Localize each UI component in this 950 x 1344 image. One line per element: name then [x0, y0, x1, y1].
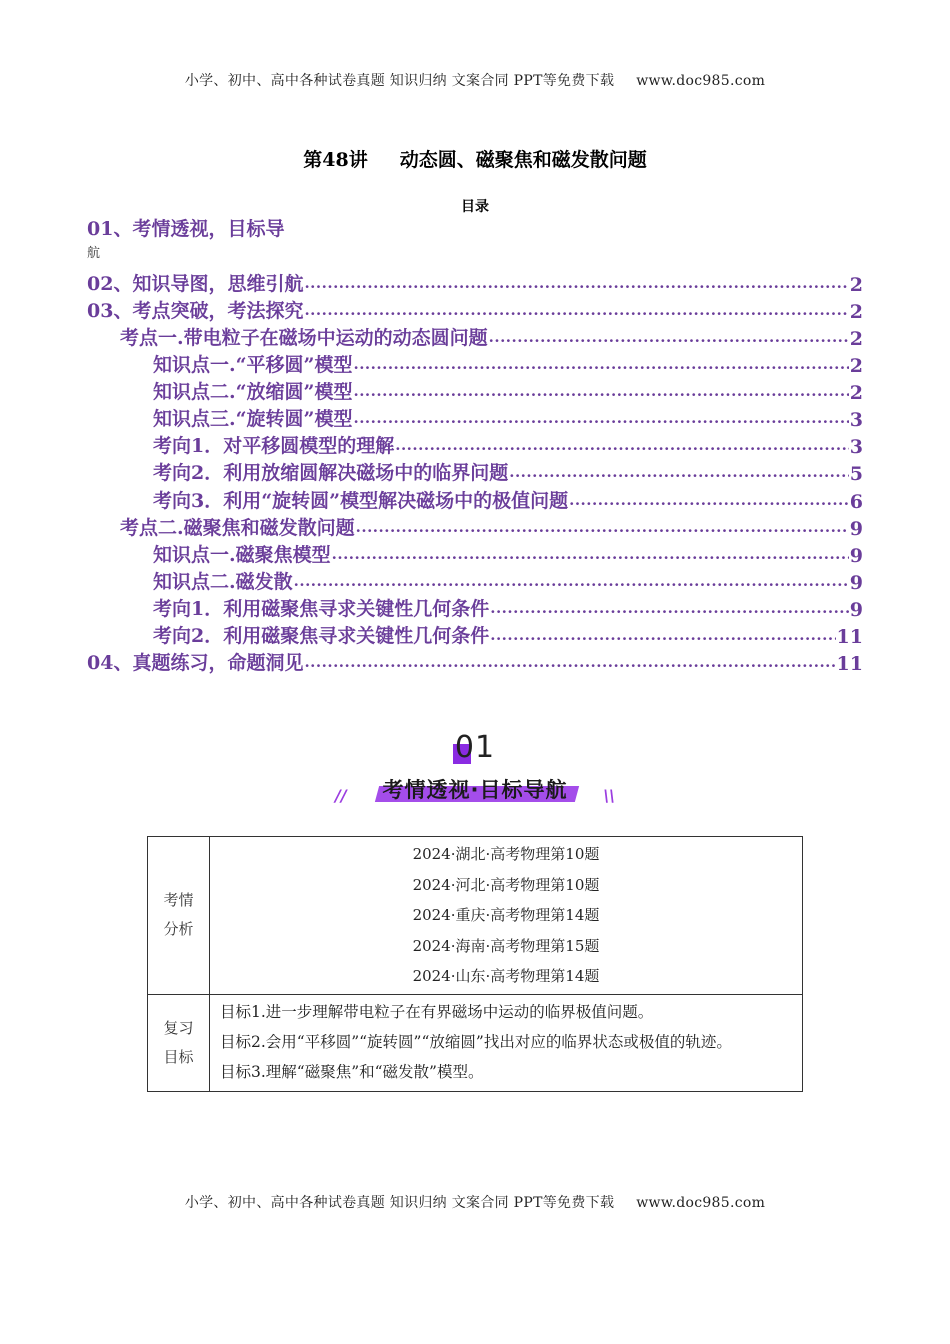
toc-entry-label: 知识点二.“放缩圆”模型 [153, 381, 353, 403]
toc-leader-dots [304, 274, 848, 292]
goals-label-line2: 目标 [163, 1047, 194, 1066]
toc-entry-label: 知识点二.磁发散 [153, 571, 293, 593]
goal-item: 目标1.进一步理解带电粒子在有界磁场中运动的临界极值问题。 [220, 1002, 654, 1021]
toc-leader-dots [569, 491, 849, 509]
toc-entry[interactable] [120, 514, 863, 540]
toc-page-number: 9 [849, 599, 863, 621]
toc-page-number: 2 [849, 274, 863, 296]
toc-page-number: 2 [849, 301, 863, 323]
toc-leader-dots [353, 382, 848, 400]
toc-entry-label: 知识点一.“平移圆”模型 [153, 354, 353, 376]
toc-entry[interactable] [87, 297, 863, 323]
toc-leader-dots [304, 653, 835, 671]
section-number: 01 [454, 730, 496, 765]
toc-entry[interactable] [153, 351, 863, 377]
goals-label-line1: 复习 [163, 1018, 194, 1037]
toc-leader-dots [490, 599, 849, 617]
header-website-link[interactable]: www.doc985.com [636, 73, 766, 89]
toc-entry[interactable] [120, 324, 863, 350]
toc-entry-label: 知识点三.“旋转圆”模型 [153, 408, 353, 430]
toc-entry-label: 知识点一.磁聚焦模型 [153, 544, 331, 566]
toc-entry[interactable] [153, 568, 863, 594]
toc-entry-label: 03、考点突破，考法探究 [87, 300, 304, 322]
toc-page-number: 2 [849, 355, 863, 377]
header-text: 小学、初中、高中各种试卷真题 知识归纳 文案合同 PPT等免费下载 [184, 73, 615, 89]
analysis-label-line1: 考情 [163, 891, 194, 910]
toc-page-number: 11 [836, 653, 863, 675]
toc-entry[interactable] [87, 270, 863, 296]
toc-entry-label: 考点一.带电粒子在磁场中运动的动态圆问题 [120, 327, 488, 349]
section-title: 考情透视·目标导航 [382, 778, 568, 802]
toc-leader-dots [304, 301, 848, 319]
toc-page-number: 2 [849, 382, 863, 404]
toc-page-number: 11 [836, 626, 863, 648]
toc-leader-dots [294, 572, 849, 590]
toc-entry-label: 考点二.磁聚焦和磁发散问题 [120, 517, 355, 539]
toc-entry-label: 考向1．对平移圆模型的理解 [153, 435, 395, 457]
toc-heading: 目录 [461, 199, 489, 215]
toc-leader-dots [356, 518, 849, 536]
toc-entry[interactable] [87, 649, 863, 675]
toc-page-number: 6 [849, 491, 863, 513]
toc-entry[interactable] [153, 595, 863, 621]
slash-decoration-left: // [335, 786, 347, 805]
footer-text: 小学、初中、高中各种试卷真题 知识归纳 文案合同 PPT等免费下载 [184, 1195, 615, 1211]
toc-entry[interactable] [153, 487, 863, 513]
toc-page-number: 2 [849, 328, 863, 350]
toc-entry-label: 02、知识导图，思维引航 [87, 273, 304, 295]
goal-list [210, 994, 803, 1091]
toc-leader-dots [489, 328, 849, 346]
table-row-goals [148, 994, 803, 1091]
toc-entry-label: 考向2．利用磁聚焦寻求关键性几何条件 [153, 625, 490, 647]
lecture-number: 第48讲 [303, 149, 368, 171]
goal-item: 目标3.理解“磁聚焦”和“磁发散”模型。 [220, 1062, 484, 1081]
toc-page-number: 9 [849, 572, 863, 594]
goals-label [148, 994, 210, 1091]
goal-item: 目标2.会用“平移圆”“旋转圆”“放缩圆”找出对应的临界状态或极值的轨迹。 [220, 1032, 732, 1051]
toc-leader-dots [490, 626, 835, 644]
toc-page-number: 3 [849, 409, 863, 431]
toc-entry[interactable] [153, 541, 863, 567]
page-header [0, 70, 950, 90]
toc-page-number: 3 [849, 436, 863, 458]
analysis-label-line2: 分析 [163, 920, 194, 939]
toc-entry[interactable] [153, 405, 863, 431]
toc-entry-label: 考向1．利用磁聚焦寻求关键性几何条件 [153, 598, 490, 620]
slash-decoration-right: \\ [603, 786, 615, 805]
toc-leader-dots [509, 463, 849, 481]
toc-leader-dots [353, 355, 848, 373]
exam-list [210, 837, 803, 995]
page-title [0, 145, 950, 172]
toc-entry-01[interactable]: 01、考情透视，目标导 [87, 218, 285, 240]
toc-entry-01-wrap[interactable]: 航 [87, 246, 101, 261]
page-footer [0, 1192, 950, 1212]
toc-entry-label: 04、真题练习，命题洞见 [87, 652, 304, 674]
section-badge [335, 730, 615, 810]
exam-item: 2024·河北·高考物理第10题 [412, 875, 600, 894]
toc-page-number: 9 [849, 545, 863, 567]
lecture-topic: 动态圆、磁聚焦和磁发散问题 [399, 149, 647, 171]
toc-entry[interactable] [153, 459, 863, 485]
footer-website-link[interactable]: www.doc985.com [636, 1195, 766, 1211]
exam-item: 2024·重庆·高考物理第14题 [412, 906, 600, 925]
toc-entry-label: 考向2．利用放缩圆解决磁场中的临界问题 [153, 462, 509, 484]
toc-leader-dots [395, 436, 849, 454]
toc-leader-dots [353, 409, 848, 427]
analysis-label [148, 837, 210, 995]
toc-entry[interactable] [153, 432, 863, 458]
info-table [147, 836, 803, 1092]
toc-leader-dots [332, 545, 849, 563]
exam-item: 2024·海南·高考物理第15题 [412, 936, 600, 955]
toc-entry-label: 考向3．利用“旋转圆”模型解决磁场中的极值问题 [153, 490, 569, 512]
toc-page-number: 5 [849, 463, 863, 485]
toc-page-number: 9 [849, 518, 863, 540]
toc-entry[interactable] [153, 378, 863, 404]
table-row-analysis [148, 837, 803, 995]
exam-item: 2024·湖北·高考物理第10题 [412, 845, 600, 863]
exam-item: 2024·山东·高考物理第14题 [412, 967, 600, 986]
toc-entry[interactable] [153, 622, 863, 648]
